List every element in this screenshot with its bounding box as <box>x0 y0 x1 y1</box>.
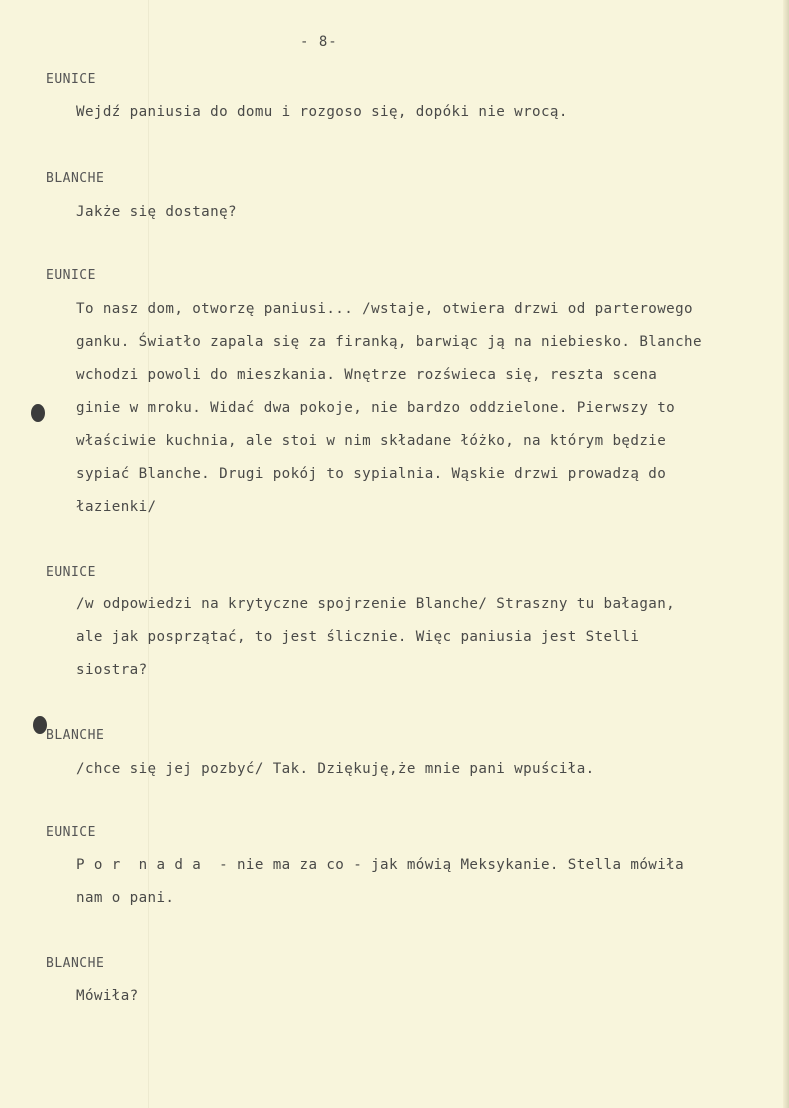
dialogue-line: siostra? <box>76 662 148 678</box>
paper-edge <box>783 0 789 1108</box>
dialogue-line: łazienki/ <box>76 499 157 515</box>
page-number: - 8- <box>300 34 338 50</box>
dialogue-line: P o r n a d a - nie ma za co - jak mówią Meksykanie. Stella mówiła <box>76 857 685 873</box>
dialogue-line: /chce się jej pozbyć/ Tak. Dziękuję,że mnie pani wpuściła. <box>76 761 595 777</box>
speaker-name: BLANCHE <box>46 171 105 186</box>
dialogue-line: To nasz dom, otworzę paniusi... /wstaje, otwiera drzwi od parterowego <box>76 301 693 317</box>
speaker-name: BLANCHE <box>46 728 105 743</box>
dialogue-line: właściwie kuchnia, ale stoi w nim składane łóżko, na którym będzie <box>76 433 667 449</box>
dialogue-line: nam o pani. <box>76 890 175 906</box>
dialogue-line: ale jak posprzątać, to jest ślicznie. Więc paniusia jest Stelli <box>76 629 640 645</box>
speaker-name: EUNICE <box>46 268 96 283</box>
speaker-name: EUNICE <box>46 825 96 840</box>
dialogue-line: ganku. Światło zapala się za firanką, barwiąc ją na niebiesko. Blanche <box>76 334 702 350</box>
punch-hole-mark <box>33 716 47 734</box>
dialogue-line: wchodzi powoli do mieszkania. Wnętrze rozświeca się, reszta scena <box>76 367 658 383</box>
dialogue-line: ginie w mroku. Widać dwa pokoje, nie bardzo oddzielone. Pierwszy to <box>76 400 676 416</box>
fold-line <box>148 0 149 1108</box>
speaker-name: EUNICE <box>46 565 96 580</box>
dialogue-line: Jakże się dostanę? <box>76 204 237 220</box>
dialogue-line: Mówiła? <box>76 988 139 1004</box>
speaker-name: EUNICE <box>46 72 96 87</box>
punch-hole-mark <box>31 404 45 422</box>
dialogue-line: sypiać Blanche. Drugi pokój to sypialnia. Wąskie drzwi prowadzą do <box>76 466 667 482</box>
dialogue-line: /w odpowiedzi na krytyczne spojrzenie Blanche/ Straszny tu bałagan, <box>76 596 676 612</box>
dialogue-line: Wejdź paniusia do domu i rozgoso się, dopóki nie wrocą. <box>76 104 568 120</box>
speaker-name: BLANCHE <box>46 956 105 971</box>
